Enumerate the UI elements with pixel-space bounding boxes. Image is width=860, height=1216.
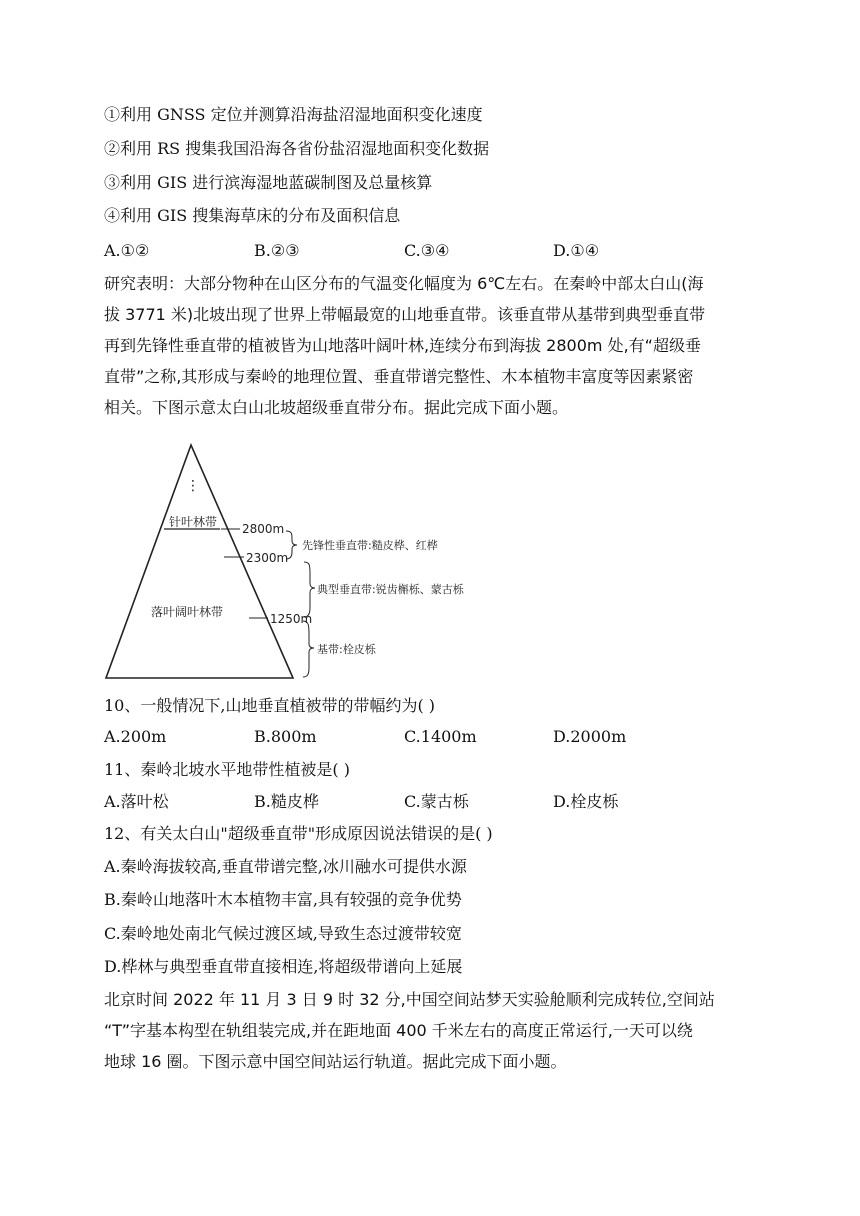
q9-statement-2: ②利用 RS 搜集我国沿海各省份盐沼湿地面积变化数据: [104, 139, 490, 158]
typical-zone-label: 典型垂直带:锐齿槲栎、蒙古栎: [317, 583, 464, 596]
passage-line: “T”字基本构型在轨组装完成,并在距地面 400 千米左右的高度正常运行,一天可以绕: [104, 1021, 693, 1040]
q12-option-d: D.桦林与典型垂直带直接相连,将超级带谱向上延展: [104, 957, 463, 976]
passage-line: 北京时间 2022 年 11 月 3 日 9 时 32 分,中国空间站梦天实验舱顺利完成转位,空间站: [104, 990, 715, 1009]
elev-2800-label: 2800m: [242, 522, 285, 536]
q12-option-a: A.秦岭海拔较高,垂直带谱完整,冰川融水可提供水源: [104, 857, 467, 876]
q12-option-c: C.秦岭地处南北气候过渡区域,导致生态过渡带较宽: [104, 924, 462, 943]
passage-line: 相关。下图示意太白山北坡超级垂直带分布。据此完成下面小题。: [104, 398, 569, 417]
pioneer-zone-label: 先锋性垂直带:糙皮桦、红桦: [302, 539, 438, 552]
dots-mark: ⋮: [186, 478, 200, 494]
q10-option-a: A.200m: [104, 727, 167, 746]
q12-option-b: B.秦岭山地落叶木本植物丰富,具有较强的竞争优势: [104, 890, 462, 909]
elev-2300-label: 2300m: [246, 551, 289, 565]
brace-typical: [304, 562, 315, 617]
q9-statement-1: ①利用 GNSS 定位并测算沿海盐沼湿地面积变化速度: [104, 105, 483, 124]
q11-option-a: A.落叶松: [104, 792, 169, 811]
q10-stem: 10、一般情况下,山地垂直植被带的带幅约为( ): [104, 696, 436, 715]
q12-stem: 12、有关太白山"超级垂直带"形成原因说法错误的是( ): [104, 824, 493, 843]
q9-option-c: C.③④: [404, 241, 450, 260]
zone-coniferous-label: 针叶林带: [168, 515, 218, 529]
passage-line: 再到先锋性垂直带的植被皆为山地落叶阔叶林,连续分布到海拔 2800m 处,有“超级垂: [104, 336, 701, 355]
q11-option-d: D.栓皮栎: [553, 792, 619, 811]
q9-option-b: B.②③: [254, 241, 300, 260]
q11-option-b: B.糙皮桦: [254, 792, 319, 811]
passage-taibai: [104, 268, 754, 423]
brace-base: [303, 621, 314, 677]
q11-options: [104, 791, 764, 813]
q9-statement-3: ③利用 GIS 进行滨海湿地蓝碳制图及总量核算: [104, 173, 433, 192]
q10-option-d: D.2000m: [553, 727, 627, 746]
passage-space-station: [104, 984, 754, 1077]
vertical-zone-diagram: [100, 440, 520, 685]
q10-option-c: C.1400m: [404, 727, 477, 746]
elev-1250-label: 1250m: [270, 612, 313, 626]
base-zone-label: 基带:栓皮栎: [317, 643, 376, 656]
passage-line: 地球 16 圈。下图示意中国空间站运行轨道。据此完成下面小题。: [104, 1052, 567, 1071]
passage-line: 研究表明：大部分物种在山区分布的气温变化幅度为 6℃左右。在秦岭中部太白山(海: [104, 274, 704, 293]
q9-option-d: D.①④: [553, 241, 600, 260]
q11-stem: 11、秦岭北坡水平地带性植被是( ): [104, 760, 350, 779]
q9-statement-4: ④利用 GIS 搜集海草床的分布及面积信息: [104, 206, 401, 225]
zone-deciduous-label: 落叶阔叶林带: [150, 605, 224, 619]
q11-option-c: C.蒙古栎: [404, 792, 469, 811]
q9-options: [104, 240, 764, 262]
passage-line: 拔 3771 米)北坡出现了世界上带幅最宽的山地垂直带。该垂直带从基带到典型垂直带: [104, 305, 706, 324]
q10-option-b: B.800m: [254, 727, 317, 746]
q9-option-a: A.①②: [104, 241, 150, 260]
passage-line: 直带”之称,其形成与秦岭的地理位置、垂直带谱完整性、木本植物丰富度等因素紧密: [104, 367, 694, 386]
q10-options: [104, 726, 764, 748]
